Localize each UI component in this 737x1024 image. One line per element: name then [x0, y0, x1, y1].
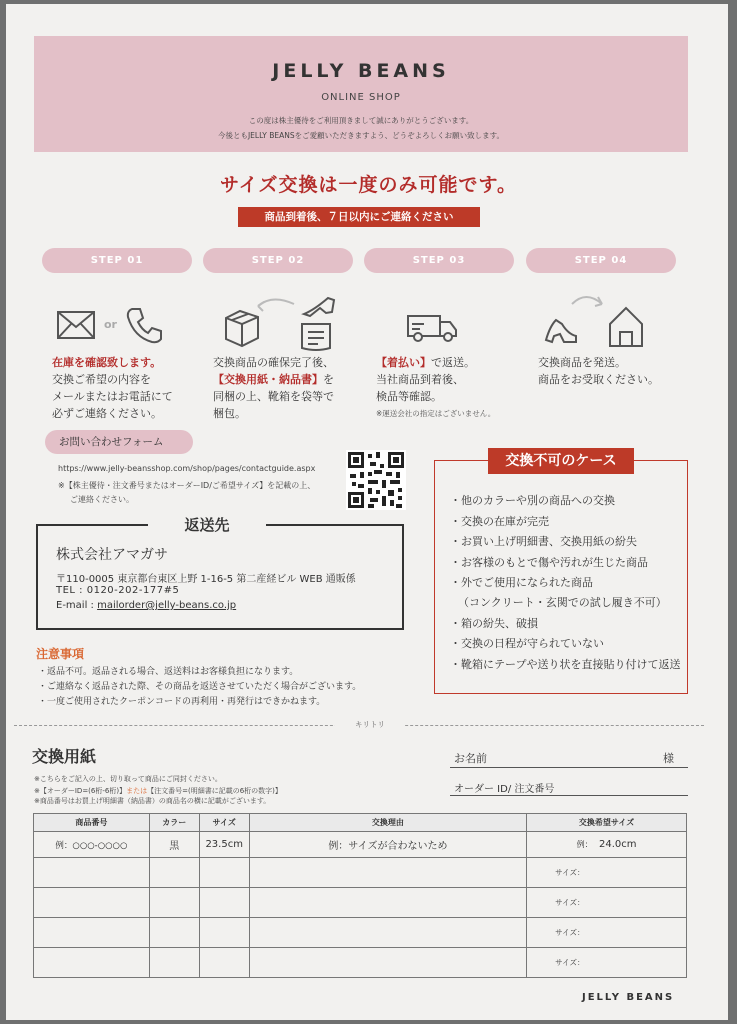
table-row[interactable] [34, 858, 687, 888]
step-02-pill: STEP 02 [203, 248, 353, 273]
header-message-1: この度は株主優待をご利用頂きまして誠にありがとうございます。 [248, 116, 474, 125]
step4-text [538, 354, 698, 388]
no-exchange-item: ・交換の在庫が完売 [450, 515, 549, 528]
step2-highlight: 【交換用紙・納品書】 [213, 373, 323, 386]
example-desired-value: 24.0cm [599, 839, 637, 850]
name-label: お名前 [454, 752, 487, 765]
step3-note: ※運送会社の指定はございません。 [376, 409, 496, 418]
step3-line3: 検品等確認。 [376, 390, 442, 403]
table-row[interactable] [34, 918, 687, 948]
form-note-3: ※商品番号はお買上げ明細書（納品書）の商品名の横に記載がございます。 [34, 797, 271, 805]
step2-line3: 同梱の上、靴箱を袋等で [213, 390, 334, 403]
truck-icon [406, 310, 460, 344]
example-reason: 例：サイズが合わないため [249, 832, 526, 858]
brand-logo: JELLY BEANS [272, 60, 450, 82]
return-email[interactable]: mailorder@jelly-beans.co.jp [97, 600, 237, 611]
contact-note-line1: ※【株主優待・注文番号またはオーダーID/ご希望サイズ】を記載の上、 [58, 481, 316, 490]
step-01-pill: STEP 01 [42, 248, 192, 273]
qr-code-icon[interactable] [346, 450, 406, 510]
step2-line1: 交換商品の確保完了後、 [213, 356, 334, 369]
table-header [34, 814, 687, 832]
cut-label: キリトリ [335, 719, 405, 730]
form-note-2b: または [126, 787, 148, 795]
order-id-field[interactable] [450, 780, 688, 796]
contact-url[interactable]: https://www.jelly-beansshop.com/shop/pages/contactguide.aspx [58, 464, 316, 473]
no-exchange-title: 交換不可のケース [488, 448, 634, 474]
step-03-pill: STEP 03 [364, 248, 514, 273]
desired-size-cell[interactable]: サイズ： [527, 918, 687, 948]
table-row [34, 832, 687, 858]
no-exchange-item: ・他のカラーや別の商品への交換 [450, 494, 615, 507]
caution-title: 注意事項 [36, 647, 85, 661]
order-id-label: オーダー ID/ 注文番号 [454, 784, 555, 795]
or-text: or [104, 318, 117, 331]
box-receipt-heel-icon [222, 296, 342, 356]
step1-line4: 必ずご連絡ください。 [52, 407, 162, 420]
form-note-1: ※こちらをご記入の上、切り取って商品にご同封ください。 [34, 775, 222, 783]
col-product-code: 商品番号 [34, 814, 150, 832]
example-size: 23.5cm [199, 832, 249, 858]
name-field[interactable] [450, 750, 688, 768]
step3-line1-tail: で返送。 [431, 356, 475, 369]
no-exchange-item: ・お客様のもとで傷や汚れが生じた商品 [450, 556, 648, 569]
form-note-2 [34, 786, 282, 796]
main-title: サイズ交換は一度のみ可能です。 [220, 174, 517, 196]
return-email-label: E-mail : [56, 600, 98, 611]
deadline-banner: 商品到着後、７日以内にご連絡ください [238, 207, 480, 227]
col-reason: 交換理由 [249, 814, 526, 832]
step2-text [213, 354, 373, 422]
step3-line2: 当社商品到着後、 [376, 373, 464, 386]
step2-line4: 梱包。 [213, 407, 246, 420]
exchange-table [33, 813, 687, 978]
no-exchange-item: ・外でご使用になられた商品 [450, 576, 593, 589]
no-exchange-item: ・交換の日程が守られていない [450, 637, 604, 650]
return-address: 〒110-0005 東京都台東区上野 1-16-5 第二産経ビル WEB 通販係 [56, 574, 356, 585]
desired-size-cell[interactable]: サイズ： [527, 888, 687, 918]
header-message-2: 今後ともJELLY BEANSをご愛顧いただきますよう、どうぞよろしくお願い致します。 [217, 131, 505, 140]
header-banner [34, 36, 688, 152]
example-color: 黒 [149, 832, 199, 858]
caution-item: ・ご連絡なく返品された際、その商品を返送させていただく場合がございます。 [38, 682, 362, 692]
footer-brand: JELLY BEANS [582, 992, 675, 1003]
step3-text [376, 354, 536, 422]
step4-line2: 商品をお受取ください。 [538, 373, 659, 386]
col-desired-size: 交換希望サイズ [527, 814, 687, 832]
return-tel: TEL : 0120-202-177#5 [56, 585, 180, 596]
phone-icon [124, 305, 164, 345]
table-row[interactable] [34, 948, 687, 978]
form-note-2c: 【注文番号=(明細書に記載の6桁の数字)】 [147, 787, 282, 795]
brand-subtitle: ONLINE SHOP [321, 92, 401, 103]
step1-text [52, 354, 212, 422]
step3-highlight: 【着払い】 [376, 356, 431, 369]
return-email-row [56, 600, 236, 611]
desired-size-cell[interactable]: サイズ： [527, 948, 687, 978]
return-company: 株式会社アマガサ [56, 547, 168, 563]
contact-note-line2: ご連絡ください。 [70, 495, 134, 504]
no-exchange-item: ・靴箱にテープや送り状を直接貼り付けて返送 [450, 658, 681, 671]
desired-size-cell[interactable]: サイズ： [527, 858, 687, 888]
col-color: カラー [149, 814, 199, 832]
example-code: 例：○○○-○○○○ [34, 832, 150, 858]
exchange-form-title: 交換用紙 [32, 747, 97, 766]
form-note-2a: ※【オーダーID=(6桁-6桁)】 [34, 787, 127, 795]
table-row[interactable] [34, 888, 687, 918]
step1-highlight: 在庫を確認致します。 [52, 356, 162, 369]
sama-label: 様 [663, 752, 674, 765]
contact-form-pill: お問い合わせフォーム [45, 430, 193, 454]
no-exchange-item: ・箱の紛失、破損 [450, 617, 538, 630]
no-exchange-item: ・お買い上げ明細書、交換用紙の紛失 [450, 535, 637, 548]
step1-line2: 交換ご希望の内容を [52, 373, 151, 386]
heel-house-icon [540, 292, 650, 352]
step-04-pill: STEP 04 [526, 248, 676, 273]
example-desired [527, 832, 687, 858]
example-desired-label: 例： [576, 840, 593, 849]
step4-line1: 交換商品を発送。 [538, 356, 626, 369]
caution-item: ・一度ご使用されたクーポンコードの再利用・再発行はできかねます。 [38, 697, 326, 707]
caution-item: ・返品不可。返品される場合、返送料はお客様負担になります。 [38, 667, 299, 677]
no-exchange-item: （コンクリート・玄関での試し履き不可） [458, 596, 667, 609]
return-address-title: 返送先 [148, 514, 266, 534]
col-size: サイズ [199, 814, 249, 832]
envelope-icon [56, 310, 96, 340]
step1-line3: メールまたはお電話にて [52, 390, 173, 403]
step2-line2-tail: を [323, 373, 334, 386]
